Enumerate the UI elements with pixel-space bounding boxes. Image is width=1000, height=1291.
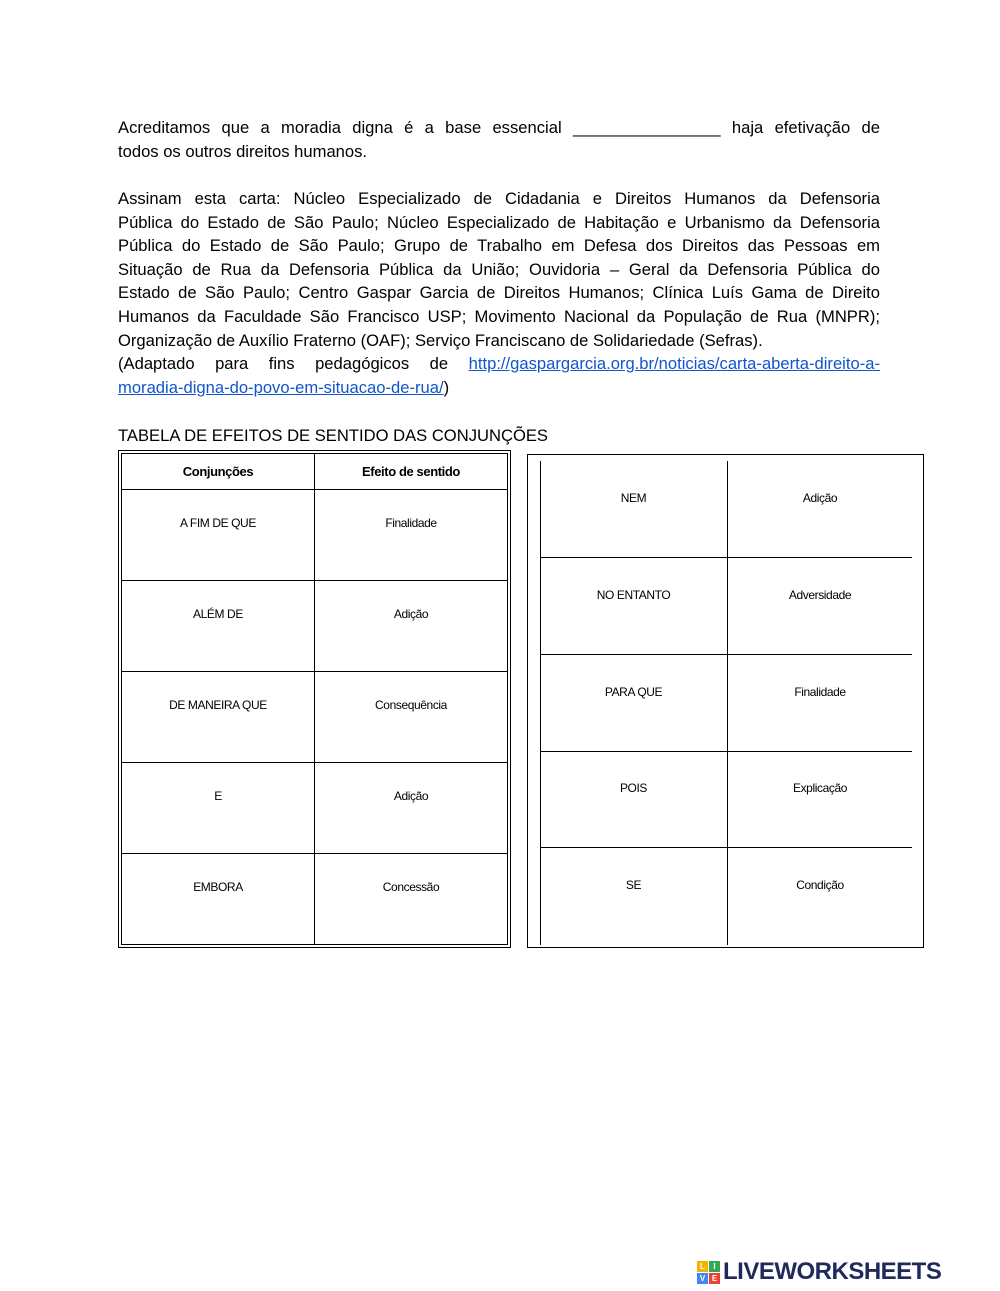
header-conjuncoes: Conjunções: [122, 454, 315, 490]
table-row: [122, 672, 508, 763]
conjunction-cell: POIS: [619, 781, 648, 795]
effect-cell: Consequência: [315, 672, 508, 763]
conjunction-cell: E: [122, 763, 315, 854]
conjunction-cell: DE MANEIRA QUE: [122, 672, 315, 763]
header-efeito: Efeito de sentido: [315, 454, 508, 490]
table-row: [122, 854, 508, 945]
source-link-continuation[interactable]: moradia-digna-do-povo-em-situacao-de-rua/: [118, 377, 444, 397]
intro-line-2: todos os outros direitos humanos.: [118, 141, 368, 161]
intro-text-after-blank: haja efetivação de: [731, 118, 880, 137]
table-title: TABELA DE EFEITOS DE SENTIDO DAS CONJUNÇÕES: [118, 426, 548, 445]
table-row: [540, 558, 912, 655]
table-header-row: [122, 454, 508, 490]
logo-letter-v: V: [697, 1273, 708, 1284]
signatories-line: Pública do Estado de São Paulo; Núcleo Especializado de Habitação e Urbanismo da Defensoria: [118, 212, 880, 232]
signatories-line: Assinam esta carta: Núcleo Especializado de Cidadania e Direitos Humanos da Defensoria: [118, 189, 880, 208]
conjunction-cell: SE: [625, 878, 642, 892]
effect-cell: Adição: [802, 491, 838, 505]
table-row: [122, 581, 508, 672]
effect-cell: Adição: [315, 581, 508, 672]
source-link[interactable]: http://gaspargarcia.org.br/noticias/carta-aberta-direito-a-: [468, 354, 880, 374]
table-row: [122, 763, 508, 854]
conjunctions-table-right: [527, 454, 924, 948]
effect-cell: Condição: [796, 878, 844, 892]
signatories-line: Organização de Auxílio Fraterno (OAF); Serviço Franciscano de Solidariedade (Sefras).: [118, 330, 763, 350]
table-row: [122, 490, 508, 581]
logo-letter-l: L: [697, 1261, 708, 1272]
liveworksheets-logo: [697, 1257, 941, 1287]
liveworksheets-logo-icon: [697, 1261, 720, 1284]
conjunction-cell: PARA QUE: [604, 685, 663, 699]
table-row: [540, 655, 912, 752]
signatories-paragraph: [118, 187, 880, 399]
liveworksheets-logo-text: LIVEWORKSHEETS: [723, 1258, 942, 1285]
effect-cell: Finalidade: [315, 490, 508, 581]
intro-line-1: [118, 116, 880, 140]
effect-cell: Explicação: [792, 781, 848, 795]
logo-letter-e: E: [709, 1273, 720, 1284]
answer-blank[interactable]: ________________: [572, 118, 721, 137]
table-row: [540, 461, 912, 558]
signatories-line: Situação de Rua da Defensoria Pública da União; Ouvidoria – Geral da Defensoria Pública do: [118, 259, 880, 279]
signatories-line: Pública do Estado de São Paulo; Grupo de Trabalho em Defesa dos Direitos das Pessoas em: [118, 236, 880, 256]
signatories-line: Humanos da Faculdade São Francisco USP; Movimento Nacional da População de Rua (MNPR);: [118, 306, 880, 326]
conjunction-cell: A FIM DE QUE: [122, 490, 315, 581]
conjunctions-table: [121, 453, 508, 945]
conjunction-cell: ALÉM DE: [122, 581, 315, 672]
intro-text-before-blank: Acreditamos que a moradia digna é a base essencial: [118, 118, 562, 137]
conjunctions-table-left: [118, 450, 511, 948]
intro-paragraph: [118, 116, 880, 163]
effect-cell: Adversidade: [788, 588, 852, 602]
table-row: [540, 751, 912, 848]
source-prefix: (Adaptado para fins pedagógicos de: [118, 354, 449, 374]
source-line-2: [118, 376, 880, 400]
logo-letter-i: I: [709, 1261, 720, 1272]
source-line-1: [118, 352, 880, 376]
effect-cell: Concessão: [315, 854, 508, 945]
table-row: [540, 848, 912, 945]
conjunction-cell: EMBORA: [122, 854, 315, 945]
conjunction-cell: NO ENTANTO: [596, 588, 671, 602]
effect-cell: Adição: [315, 763, 508, 854]
source-suffix: ): [443, 377, 450, 397]
effect-cell: Finalidade: [794, 685, 846, 699]
conjunction-cell: NEM: [620, 491, 647, 505]
signatories-line: Estado de São Paulo; Centro Gaspar Garcia de Direitos Humanos; Clínica Luís Gama de Direito: [118, 283, 880, 303]
